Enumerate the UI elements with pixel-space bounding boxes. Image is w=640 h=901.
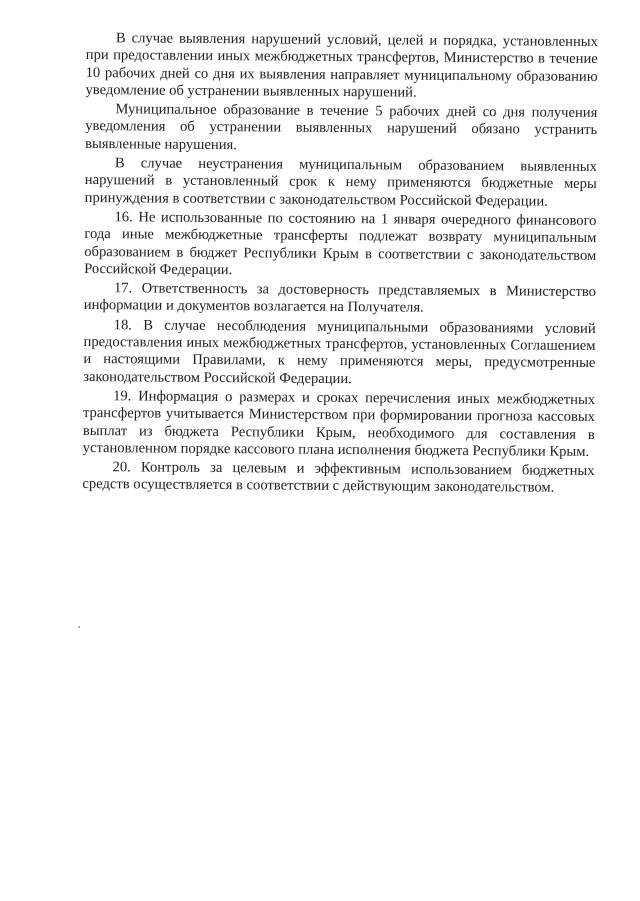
paragraph-violation-notice: В случае выявления нарушений условий, целей и порядка, установленных при предоставлении иных межбюджетных трансфертов, Министерство в течение 10 рабочих дней со дня их выявления направляет муниципальному образованию уведомление об устранении выявленных нарушений. [85, 30, 598, 101]
paragraph-item-17: 17. Ответственность за достоверность представляемых в Министерство информации и документов возлагается на Получателя. [83, 280, 597, 317]
paragraph-item-18: 18. В случае несоблюдения муниципальными образованиями условий предоставления иных межбюджетных трансфертов, установленных Соглашением и настоящими Правилами, к нему применяются меры, предусмотренные законодательством Российской Федерации. [83, 316, 596, 387]
document-body [82, 30, 598, 498]
paragraph-item-16: 16. Не использованные по состоянию на 1 января очередного финансового года иные межбюджетные трансферты подлежат возврату муниципальным образованием в бюджет Республики Крым в соответствии с законодательством Российской Федерации. [84, 209, 597, 279]
paragraph-municipal-obligation: Муниципальное образование в течение 5 рабочих дней со дня получения уведомления об устранении выявленных нарушений обязано устранить выявленные нарушения. [85, 101, 598, 153]
paragraph-coercive-measures: В случае неустранения муниципальным образованием выявленных нарушений в установленный срок к нему применяются бюджетные меры принуждения в соответствии с законодательством Российской Федерации. [84, 155, 598, 210]
paragraph-item-20: 20. Контроль за целевым и эффективным использованием бюджетных средств осуществляется в соответствии с действующим законодательством. [82, 459, 595, 497]
scan-speck [78, 626, 80, 628]
paragraph-item-19: 19. Информация о размерах и сроках перечисления иных межбюджетных трансфертов учитывается Министерством при формировании прогноза кассовых выплат из бюджета Республики Крым, необходимого для составления в установленном порядке кассового плана исполнения бюджета Республики Крым. [82, 388, 596, 460]
